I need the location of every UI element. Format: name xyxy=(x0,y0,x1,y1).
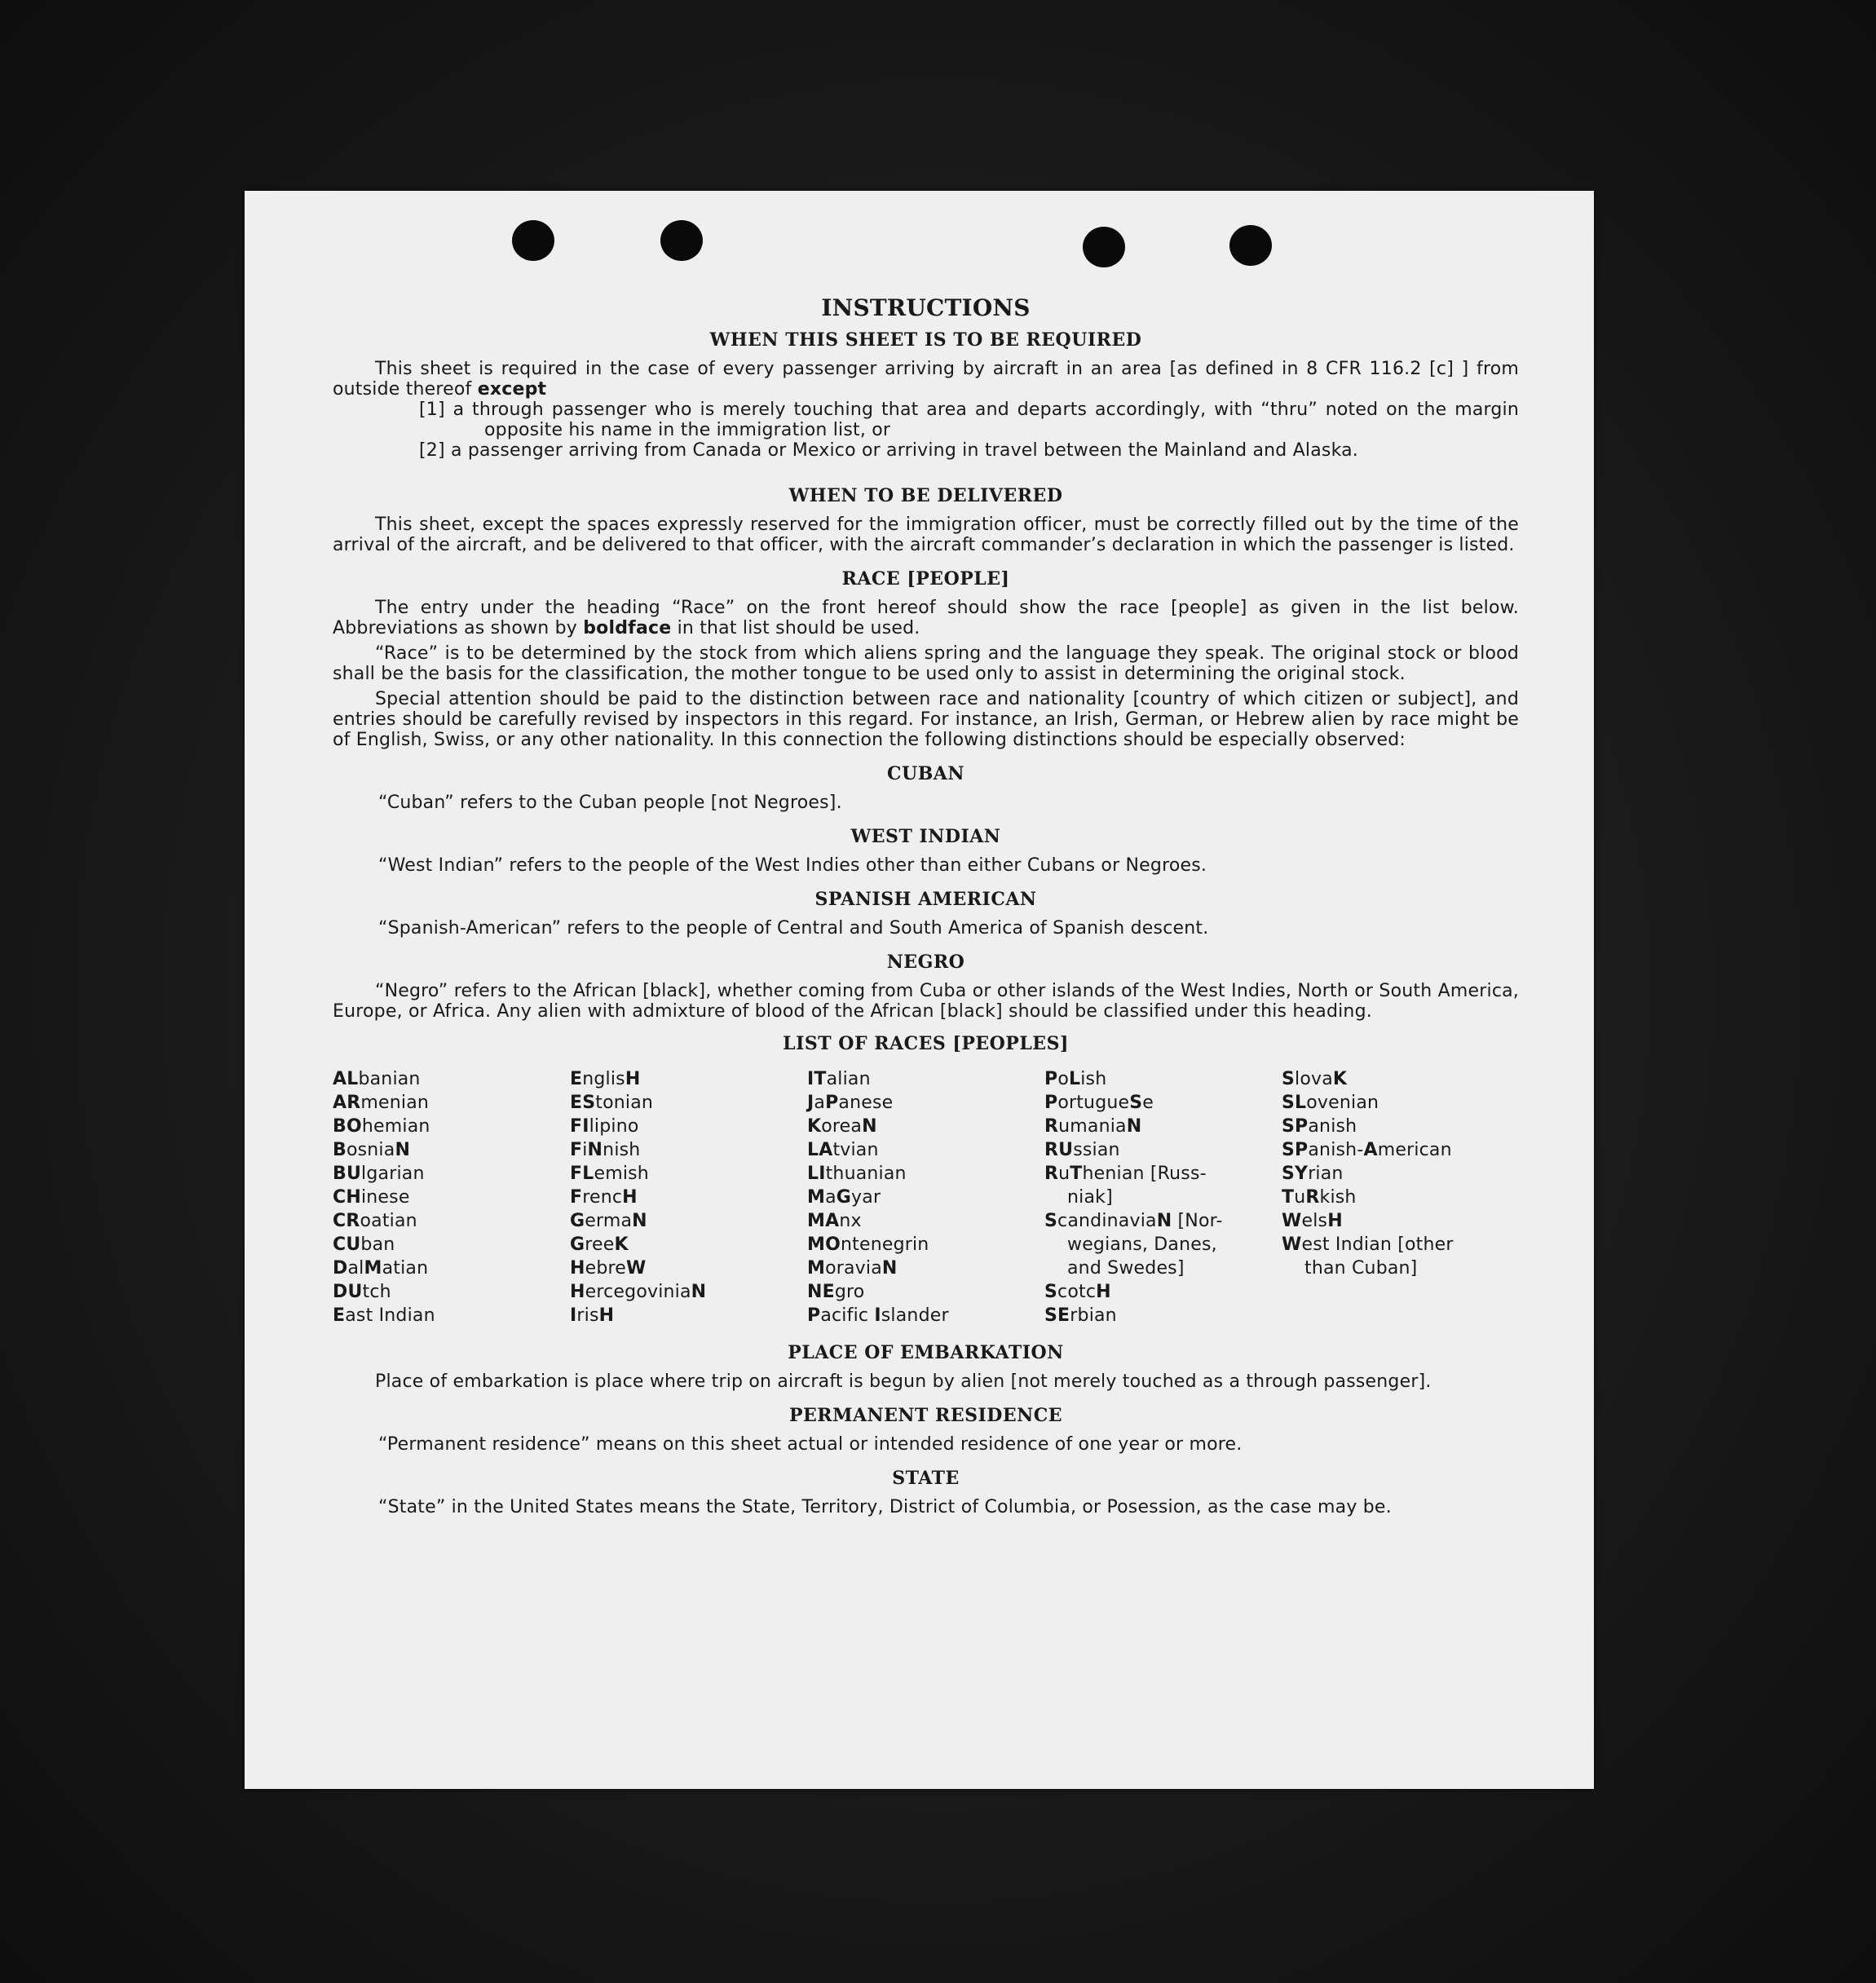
required-item-1: [1] a through passenger who is merely touching that area and departs accordingly, with “thru” noted on the margin opposite his name in the immigration list, or xyxy=(419,400,1519,440)
section-heading-cuban: CUBAN xyxy=(887,763,964,784)
spanish-american-text: “Spanish-American” refers to the people of Central and South America of Spanish descent. xyxy=(378,918,1209,939)
race-entry: DalMatian xyxy=(333,1258,429,1279)
race-entry: EnglisH xyxy=(570,1069,641,1089)
race-entry: HercegoviniaN xyxy=(570,1282,707,1302)
race-entry: JaPanese xyxy=(807,1093,894,1113)
race-entry: MaGyar xyxy=(807,1187,881,1208)
required-intro: This sheet is required in the case of every passenger arriving by aircraft in an area [as defined in 8 CFR 116.2 [c] ] from outside thereof except xyxy=(333,359,1519,400)
race-entry: RuThenian [Russ- xyxy=(1044,1164,1207,1184)
race-entry: BosniaN xyxy=(333,1140,411,1160)
punch-hole xyxy=(1083,227,1125,267)
race-entry: SlovaK xyxy=(1282,1069,1348,1089)
section-heading-required: WHEN THIS SHEET IS TO BE REQUIRED xyxy=(709,329,1142,351)
race-entry: SErbian xyxy=(1044,1305,1117,1326)
race-entry: KoreaN xyxy=(807,1116,877,1137)
race-entry: PoLish xyxy=(1044,1069,1107,1089)
section-heading-state: STATE xyxy=(892,1468,960,1489)
race-entry: wegians, Danes, xyxy=(1067,1234,1217,1255)
race-entry: GreeK xyxy=(570,1234,629,1255)
race-entry: PortugueSe xyxy=(1044,1093,1154,1113)
race-entry: MoraviaN xyxy=(807,1258,898,1279)
race-entry: WelsH xyxy=(1282,1211,1343,1231)
west-indian-text: “West Indian” refers to the people of the West Indies other than either Cubans or Negroes. xyxy=(378,855,1207,876)
races-column-2 xyxy=(570,1067,807,1327)
races-column-3 xyxy=(807,1067,1044,1327)
race-entry: ARmenian xyxy=(333,1093,430,1113)
page-title: INSTRUCTIONS xyxy=(821,294,1031,321)
race-entry: BOhemian xyxy=(333,1116,430,1137)
required-item-2: [2] a passenger arriving from Canada or Mexico or arriving in travel between the Mainland and Alaska. xyxy=(419,440,1358,461)
race-entry: East Indian xyxy=(333,1305,435,1326)
residence-text: “Permanent residence” means on this sheet actual or intended residence of one year or more. xyxy=(378,1434,1243,1455)
race-entry: TuRkish xyxy=(1282,1187,1357,1208)
races-column-1 xyxy=(333,1067,570,1327)
race-entry: MOntenegrin xyxy=(807,1234,929,1255)
race-entry: Pacific Islander xyxy=(807,1305,949,1326)
race-entry: EStonian xyxy=(570,1093,654,1113)
race-entry: West Indian [other xyxy=(1282,1234,1454,1255)
race-entry: LAtvian xyxy=(807,1140,879,1160)
document-sheet xyxy=(245,191,1594,1789)
races-column-5 xyxy=(1282,1067,1519,1327)
race-entry: SYrian xyxy=(1282,1164,1344,1184)
race-entry: DUtch xyxy=(333,1282,391,1302)
race-entry: ScotcH xyxy=(1044,1282,1111,1302)
embarkation-text: Place of embarkation is place where trip on aircraft is begun by alien [not merely touched as a through passenger]. xyxy=(375,1371,1432,1392)
race-entry: FLemish xyxy=(570,1164,649,1184)
instructions-content xyxy=(333,295,1519,1517)
race-entry: MAnx xyxy=(807,1211,862,1231)
section-heading-race: RACE [PEOPLE] xyxy=(841,568,1010,590)
race-entry: and Swedes] xyxy=(1067,1258,1185,1279)
race-entry: FIlipino xyxy=(570,1116,639,1137)
punch-hole xyxy=(1229,225,1272,266)
section-heading-west-indian: WEST INDIAN xyxy=(850,826,1001,847)
race-entry: CUban xyxy=(333,1234,395,1255)
race-entry: CHinese xyxy=(333,1187,410,1208)
race-paragraph-1: The entry under the heading “Race” on the front hereof should show the race [people] as given in the list below. Abbreviations as shown by boldface in that list should be used. xyxy=(333,598,1519,638)
race-entry: niak] xyxy=(1067,1187,1113,1208)
race-entry: RUssian xyxy=(1044,1140,1120,1160)
race-entry: SPanish xyxy=(1282,1116,1357,1137)
state-text: “State” in the United States means the State, Territory, District of Columbia, or Posession, as the case may be. xyxy=(378,1497,1392,1517)
section-heading-spanish-american: SPANISH AMERICAN xyxy=(814,889,1037,910)
negro-text: “Negro” refers to the African [black], whether coming from Cuba or other islands of the West Indies, North or South America, Europe, or Africa. Any alien with admixture of blood of the African [black] should be classified under this heading. xyxy=(333,981,1519,1022)
race-entry: ITalian xyxy=(807,1069,871,1089)
cuban-text: “Cuban” refers to the Cuban people [not Negroes]. xyxy=(378,793,842,813)
race-entry: IrisH xyxy=(570,1305,615,1326)
section-heading-delivered: WHEN TO BE DELIVERED xyxy=(788,485,1063,506)
races-column-4 xyxy=(1044,1067,1282,1327)
race-entry: FiNnish xyxy=(570,1140,641,1160)
section-heading-embarkation: PLACE OF EMBARKATION xyxy=(788,1342,1064,1363)
race-paragraph-2: “Race” is to be determined by the stock from which aliens spring and the language they speak. The original stock or blood shall be the basis for the classification, the mother tongue to be used only to assist in determining the original stock. xyxy=(333,643,1519,684)
race-entry: NEgro xyxy=(807,1282,865,1302)
punch-hole xyxy=(512,220,554,261)
race-entry: RumaniaN xyxy=(1044,1116,1142,1137)
race-entry: SPanish-American xyxy=(1282,1140,1452,1160)
race-entry: LIthuanian xyxy=(807,1164,907,1184)
race-entry: ScandinaviaN [Nor- xyxy=(1044,1211,1223,1231)
section-heading-races-list: LIST OF RACES [PEOPLES] xyxy=(783,1033,1069,1054)
delivered-text: This sheet, except the spaces expressly reserved for the immigration officer, must be correctly filled out by the time of the arrival of the aircraft, and be delivered to that officer, with the aircraft commander’s declaration in which the passenger is listed. xyxy=(333,515,1519,555)
race-entry: ALbanian xyxy=(333,1069,421,1089)
race-entry: SLovenian xyxy=(1282,1093,1379,1113)
race-entry: FrencH xyxy=(570,1187,638,1208)
race-entry: GermaN xyxy=(570,1211,647,1231)
race-entry: HebreW xyxy=(570,1258,647,1279)
section-heading-negro: NEGRO xyxy=(886,952,965,973)
race-entry: than Cuban] xyxy=(1304,1258,1418,1279)
race-entry: CRoatian xyxy=(333,1211,417,1231)
race-paragraph-3: Special attention should be paid to the distinction between race and nationality [country of which citizen or subject], and entries should be carefully revised by inspectors in this regard. For instance, an Irish, German, or Hebrew alien by race might be of English, Swiss, or any other nationality. In this connection the following distinctions should be especially observed: xyxy=(333,689,1519,750)
race-entry: BUlgarian xyxy=(333,1164,425,1184)
punch-hole xyxy=(660,220,703,261)
section-heading-residence: PERMANENT RESIDENCE xyxy=(789,1405,1062,1426)
races-list xyxy=(333,1067,1519,1327)
